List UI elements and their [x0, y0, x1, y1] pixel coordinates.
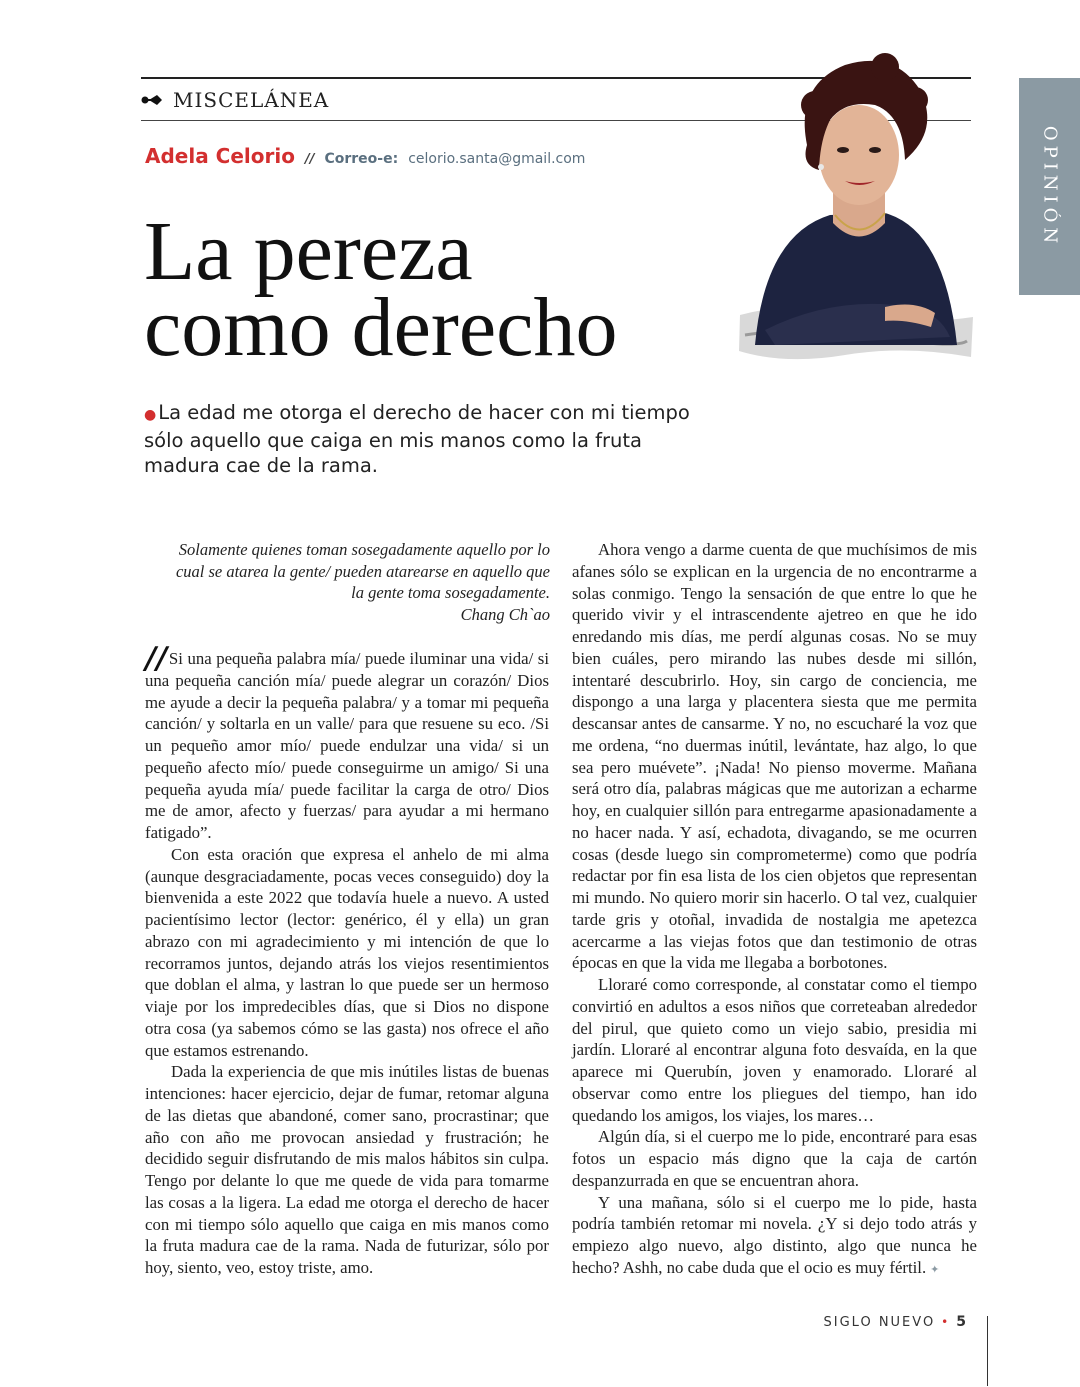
bullet-icon: ●: [144, 407, 157, 423]
footer-rule: [987, 1316, 988, 1386]
paragraph-text: Si una pequeña palabra mía/ puede iluminar una vida/ si una pequeña canción mía/ puede alegrar un corazón/ Dios me ayude a decir la pequeña palabra/ y a tomar mi pequeña canción/ y soltarla en un valle/ para que resuene su eco. /Si un pequeño amor mío/ puede endulzar una vida/ si un pequeño afecto mío/ puede conseguirme un amigo/ Si una pequeña ayuda mía/ puede facilitar la carga de otro/ Dios me de amor, afecto y fuerzas/ para ayudar a mi hermano fatigado”.: [145, 649, 549, 842]
footer-dot: •: [941, 1315, 951, 1329]
email-label: Correo-e:: [324, 151, 399, 167]
paragraph: [572, 1192, 977, 1282]
epigraph: [170, 539, 550, 626]
epigraph-text: Solamente quienes toman sosegadamente aquello por lo cual se atarea la gente/ pueden atarearse en aquello que la gente toma sosegadamente.: [175, 540, 550, 603]
author-portrait: [735, 45, 975, 365]
end-mark-icon: ✦: [930, 1263, 940, 1276]
section-label: MISCELÁNEA: [173, 88, 330, 112]
headline: [144, 205, 724, 374]
page-number: 5: [956, 1314, 968, 1330]
article-column-1: [145, 641, 549, 1279]
headline-line-2: como derecho: [144, 281, 618, 374]
byline: [145, 144, 585, 168]
paragraph-text: Y una mañana, sólo si el cuerpo me lo pide, hasta podría también retomar mi novela. ¿Y si dejo todo atrás y empiezo algo nuevo, algo distinto, algo que nunca he hecho? Ashh, no cabe duda que el ocio es muy fértil.: [572, 1192, 977, 1277]
section-header: [141, 86, 329, 114]
epigraph-attribution: Chang Ch`ao: [460, 605, 550, 625]
deck-text: La edad me otorga el derecho de hacer con mi tiempo sólo aquello que caiga en mis manos como la fruta madura cae de la rama.: [144, 401, 690, 477]
pen-nib-icon: [141, 92, 163, 108]
quote-mark-icon: //: [145, 641, 167, 676]
author-email[interactable]: celorio.santa@gmail.com: [408, 151, 586, 167]
paragraph: Lloraré como corresponde, al constatar como el tiempo convirtió en adultos a esos niños que correteaban alrededor del pirul, que quieto como un viejo sabio, presidia mi jardín. Lloraré al encontrar alguna foto desvaída, en la que aparece mi Querubín, joven y enamorado. Lloraré al observar como entre los pliegues del tiempo, han ido quedando los amigos, los viajes, los mares…: [572, 975, 977, 1125]
deck-summary: [144, 400, 704, 478]
byline-separator: //: [304, 152, 315, 167]
paragraph: Algún día, si el cuerpo me lo pide, encontraré para esas fotos un espacio más digno que la caja de cartón despanzurrada en que se encuentran ahora.: [572, 1127, 977, 1190]
paragraph: Dada la experiencia de que mis inútiles listas de buenas intenciones: hacer ejercicio, dejar de fumar, retomar alguna de las dietas que abandoné, comer sano, procrastinar; que año con año me provocan ansiedad y frustración; he decidido seguir disfrutando de mis malos hábitos sin culpa. Tengo por delante lo que me quede de vida para tomarme las cosas a la ligera. La edad me otorga el derecho de hacer con mi tiempo sólo aquello que caiga en mis manos como la fruta madura cae de la rama. Nada de futurizar, sólo por hoy, siento, veo, estoy triste, amo.: [145, 1062, 549, 1277]
opinion-side-tab: [1019, 78, 1080, 295]
opinion-tab-label: OPINIÓN: [1039, 125, 1060, 248]
headline-line-1: La pereza: [144, 205, 473, 298]
article-column-2: [572, 539, 977, 1282]
publication-name: SIGLO NUEVO: [823, 1314, 936, 1330]
paragraph: Con esta oración que expresa el anhelo de mi alma (aunque desgraciadamente, pocas veces conseguido) doy la bienvenida a este 2022 que todavía huele a nuevo. A usted pacientísimo lector (lector: genérico, él y ella) un gran abrazo con mi agradecimiento y mi intención de que lo recorramos juntos, dejando atrás los viejos resentimientos que doblan el alma, y lastran lo que puede ser un hermoso viaje por los impredecibles días, que si Dios no dispone otra cosa (ya sabemos cómo se las gasta) nos ofrece el año que estamos estrenando.: [145, 844, 549, 1060]
page-footer: [824, 1314, 968, 1330]
paragraph: Ahora vengo a darme cuenta de que muchísimos de mis afanes sólo se explican en la urgencia de no encontrarme a solas conmigo. Tengo la sensación de que entre lo que he querido vivir y el intrascendente ajetreo en que he ido enredando mis días, me perdí algunas cosas. No se muy bien cuáles, pero mirando las nubes desde mi sillón, intentaré descubrirlo. Hoy, sin cargo de conciencia, me dispongo a una larga y placentera siesta que me permita descansar antes de cansarme. Y no, no escucharé la voz que me ordena, “no duermas inútil, levántate, haz algo, lo que sea pero muévete”. ¡Nada! No pienso moverme. Mañana será otro día, palabras mágicas que me autorizan a echarme hoy, en cualquier sillón para entregarme apasionadamente a no hacer nada. Y así, echadota, divagando, se me ocurren cosas (desde luego sin comprometerme) como que podría redactar por fin esa lista de los cien objetos que representan mi mundo. No quiero morir sin hacerlo. O tal vez, cualquier tarde gris y otoñal, invadida de nostalgia me apetezca acercarme a las viejas fotos que dan testimonio de otras épocas en que la vida me llegaba a borbotones.: [572, 540, 977, 973]
author-name: Adela Celorio: [145, 144, 295, 168]
paragraph: [145, 641, 549, 844]
